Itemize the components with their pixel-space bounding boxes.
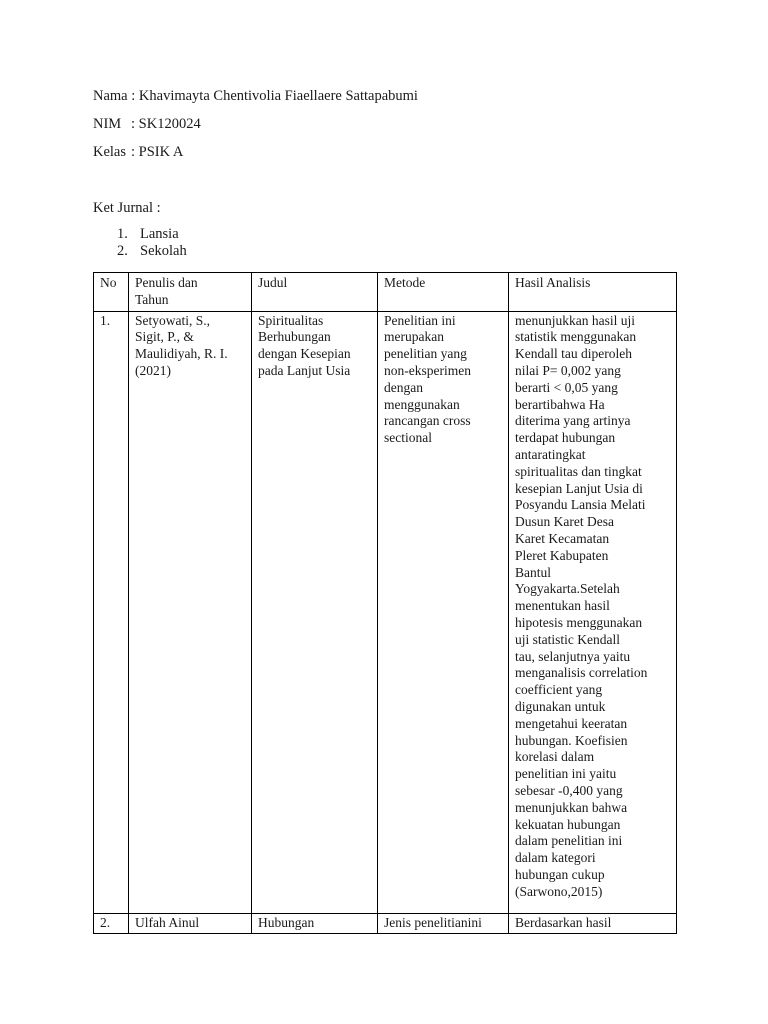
list-item-text: Sekolah (140, 243, 187, 259)
nim-line (93, 116, 201, 133)
nim-separator: : (131, 116, 136, 132)
table-row (94, 913, 677, 934)
cell-no: 2. (94, 913, 129, 934)
nim-value: SK120024 (138, 116, 201, 132)
kelas-line (93, 144, 183, 161)
nim-label: NIM (93, 116, 122, 132)
list-item-number: 1. (117, 226, 128, 242)
ket-jurnal-label: Ket Jurnal : (93, 200, 161, 216)
header-judul: Judul (252, 273, 378, 312)
cell-hasil: Berdasarkan hasil (509, 913, 677, 934)
list-item (117, 226, 187, 243)
cell-judul: Hubungan (252, 913, 378, 934)
nama-value: Khavimayta Chentivolia Fiaellaere Sattapabumi (138, 88, 418, 104)
nama-separator: : (131, 88, 136, 104)
cell-metode: Jenis penelitianini (378, 913, 509, 934)
journal-table (93, 272, 677, 934)
kelas-label: Kelas (93, 144, 127, 160)
list-item (117, 243, 187, 260)
header-no: No (94, 273, 129, 312)
cell-no: 1. (94, 311, 129, 913)
list-item-text: Lansia (140, 226, 179, 242)
kelas-separator: : (131, 144, 136, 160)
nama-label: Nama (93, 88, 128, 104)
cell-penulis: Setyowati, S., Sigit, P., & Maulidiyah, R. I. (2021) (129, 311, 252, 913)
header-hasil: Hasil Analisis (509, 273, 677, 312)
kelas-value: PSIK A (138, 144, 184, 160)
header-metode: Metode (378, 273, 509, 312)
cell-penulis: Ulfah Ainul (129, 913, 252, 934)
table-header-row (94, 273, 677, 312)
header-penulis: Penulis dan Tahun (129, 273, 252, 312)
table-row (94, 311, 677, 913)
cell-metode: Penelitian ini merupakan penelitian yang non-eksperimen dengan menggunakan rancangan cross sectional (378, 311, 509, 913)
ket-jurnal-list (117, 226, 187, 260)
cell-judul: Spiritualitas Berhubungan dengan Kesepian pada Lanjut Usia (252, 311, 378, 913)
cell-hasil: menunjukkan hasil uji statistik menggunakan Kendall tau diperoleh nilai P= 0,002 yang berarti < 0,05 yang berartibahwa Ha diterima yang artinya terdapat hubungan antaratingkat spiritualitas dan tingkat kesepian Lanjut Usia di Posyandu Lansia Melati Dusun Karet Desa Karet Kecamatan Pleret Kabupaten Bantul Yogyakarta.Setelah menentukan hasil hipotesis menggunakan uji statistic Kendall tau, selanjutnya yaitu menganalisis correlation coefficient yang digunakan untuk mengetahui keeratan hubungan. Koefisien korelasi dalam penelitian ini yaitu sebesar -0,400 yang menunjukkan bahwa kekuatan hubungan dalam penelitian ini dalam kategori hubungan cukup (Sarwono,2015) (509, 311, 677, 913)
list-item-number: 2. (117, 243, 128, 259)
nama-line (93, 88, 418, 105)
